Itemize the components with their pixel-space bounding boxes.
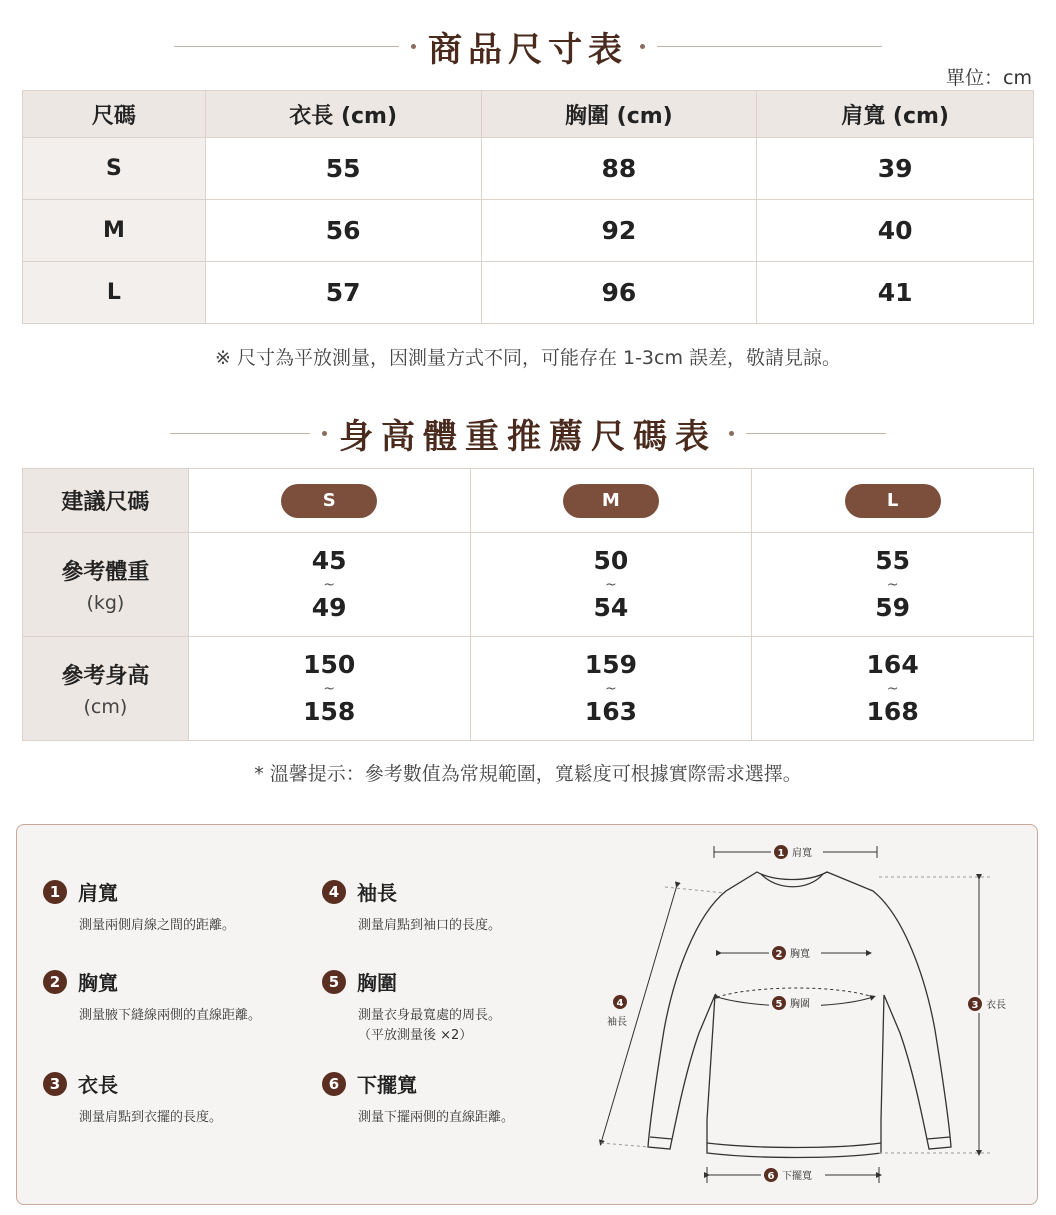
size-table-note: ※ 尺寸為平放測量，因測量方式不同，可能存在 1-3cm 誤差，敬請見諒。 <box>214 347 842 369</box>
guide-item-title: 胸圍 <box>357 971 397 995</box>
guide-item-desc: 測量肩點到衣擺的長度。 <box>79 1110 223 1125</box>
header-chest: 胸圍 (cm) <box>481 91 757 138</box>
tilde: ~ <box>886 576 899 593</box>
weight-unit: (kg) <box>86 592 125 614</box>
tilde: ~ <box>605 576 617 593</box>
guide-item-title: 胸寬 <box>78 971 118 995</box>
diagram-label-shoulder: 肩寬 <box>792 848 812 859</box>
guide-item-title: 下擺寬 <box>357 1073 417 1097</box>
height-min: 150 <box>303 650 356 680</box>
weight-max: 49 <box>311 592 347 622</box>
height-label-cell <box>23 637 189 741</box>
guide-item-desc: 測量衣身最寬處的周長。 <box>358 1008 502 1023</box>
height-label: 參考身高 <box>61 664 150 689</box>
header-shoulder: 肩寬 (cm) <box>757 91 1034 138</box>
number-badge-text: 1 <box>777 848 785 859</box>
shoulder-cell: 40 <box>757 200 1034 262</box>
size-pill-l: L <box>845 484 941 518</box>
header-length: 衣長 (cm) <box>205 91 481 138</box>
tilde: ~ <box>323 576 336 593</box>
number-badge: 2 <box>43 970 67 994</box>
chest-cell: 88 <box>481 138 757 200</box>
size-table-title: 商品尺寸表 <box>428 29 628 70</box>
header-size: 尺碼 <box>23 91 206 138</box>
size-cell: S <box>23 138 206 200</box>
height-min: 159 <box>584 650 637 680</box>
height-min: 164 <box>866 650 919 680</box>
weight-min: 55 <box>875 546 911 576</box>
number-badge: 6 <box>322 1072 346 1096</box>
diagram-label-hem: 下擺寬 <box>782 1171 812 1182</box>
height-max: 163 <box>584 696 637 726</box>
shirt-outline <box>648 872 951 1158</box>
table-row <box>23 200 1034 262</box>
guide-item-desc: 測量肩點到袖口的長度。 <box>358 918 502 933</box>
size-pill-m: M <box>563 484 659 518</box>
shoulder-cell: 39 <box>757 138 1034 200</box>
weight-label: 參考體重 <box>61 560 150 585</box>
number-badge-text: 4 <box>616 998 624 1009</box>
chest-cell: 92 <box>481 200 757 262</box>
number-badge: 1 <box>43 880 67 904</box>
guide-item-title: 肩寬 <box>78 881 118 905</box>
length-cell: 57 <box>205 262 481 324</box>
guide-item-title: 衣長 <box>78 1073 118 1097</box>
number-badge-text: 3 <box>971 1000 979 1011</box>
tilde: ~ <box>886 680 899 697</box>
height-max: 158 <box>303 696 356 726</box>
weight-label-cell <box>23 533 189 637</box>
diagram-label-chest-circ: 胸圍 <box>790 999 810 1010</box>
guide-item-desc: 測量腋下縫線兩側的直線距離。 <box>79 1008 262 1023</box>
number-badge: 3 <box>43 1072 67 1096</box>
tilde: ~ <box>323 680 336 697</box>
length-cell: 56 <box>205 200 481 262</box>
unit-label: 單位：cm <box>946 67 1032 89</box>
length-cell: 55 <box>205 138 481 200</box>
tilde: ~ <box>605 680 617 697</box>
measurement-guide <box>16 824 1038 1205</box>
weight-max: 59 <box>875 592 911 622</box>
size-table <box>22 90 1034 324</box>
size-table-title-row <box>0 24 1056 68</box>
recommend-title-row <box>0 410 1056 456</box>
number-badge: 5 <box>322 970 346 994</box>
table-row <box>23 138 1034 200</box>
guide-item-desc: 測量下擺兩側的直線距離。 <box>358 1110 515 1125</box>
diagram-label-length: 衣長 <box>986 1000 1006 1011</box>
size-cell: M <box>23 200 206 262</box>
shoulder-cell: 41 <box>757 262 1034 324</box>
height-max: 168 <box>866 696 919 726</box>
diagram-label-sleeve: 袖長 <box>607 1017 627 1028</box>
shirt-diagram <box>17 825 1039 1206</box>
weight-min: 50 <box>593 546 629 576</box>
height-unit: (cm) <box>83 696 128 718</box>
size-pill-s: S <box>281 484 377 518</box>
size-label: 建議尺碼 <box>23 469 189 533</box>
size-cell: L <box>23 262 206 324</box>
guide-item-desc-extra: （平放測量後 ×2） <box>358 1028 473 1043</box>
chest-cell: 96 <box>481 262 757 324</box>
table-row <box>23 262 1034 324</box>
guide-item-title: 袖長 <box>357 881 397 905</box>
recommend-title: 身高體重推薦尺碼表 <box>339 416 717 457</box>
guide-item-desc: 測量兩側肩線之間的距離。 <box>79 918 236 933</box>
diagram-label-chest-width: 胸寬 <box>790 949 810 960</box>
number-badge-text: 6 <box>767 1171 775 1182</box>
weight-min: 45 <box>311 546 347 576</box>
weight-max: 54 <box>593 592 629 622</box>
number-badge-text: 5 <box>775 999 783 1010</box>
number-badge: 4 <box>322 880 346 904</box>
number-badge-text: 2 <box>775 949 783 960</box>
recommend-table <box>22 468 1034 741</box>
recommend-note: * 溫馨提示：參考數值為常規範圍，寬鬆度可根據實際需求選擇。 <box>254 763 802 785</box>
